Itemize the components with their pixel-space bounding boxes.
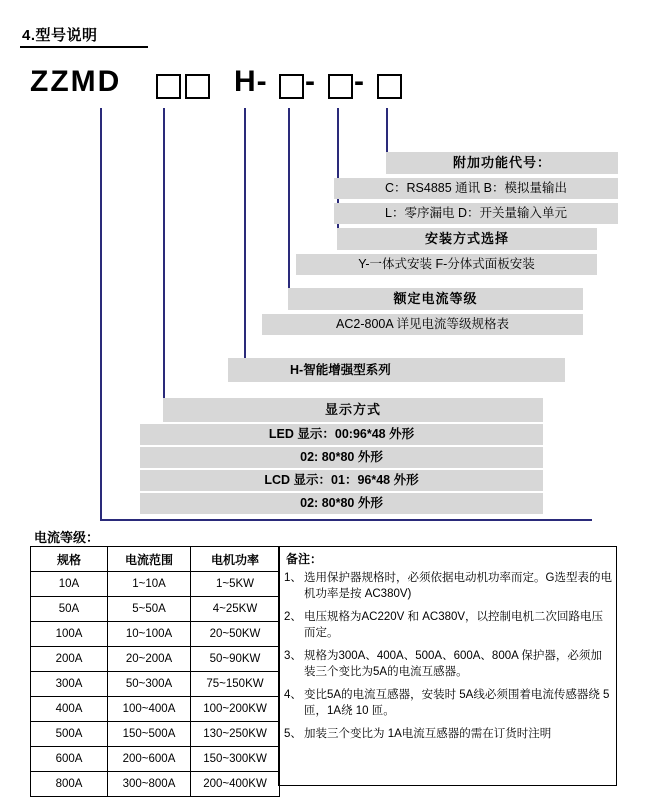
note-text: 规格为300A、400A、500A、600A、800A 保护器，必须加装三个变比为5A的电流互感器。 (304, 650, 602, 678)
cell-spec: 300A (31, 672, 108, 697)
leader-line-series (244, 108, 246, 364)
note-number: 5、 (284, 728, 302, 740)
callout-mounting-line-1: Y-一体式安装 F-分体式面板安装 (296, 254, 597, 275)
note-text: 变比5A的电流互感器，安装时 5A线必须围着电流传感器绕 5 匝，1A绕 10 匝。 (304, 689, 610, 717)
cell-spec: 10A (31, 572, 108, 597)
table-row (31, 672, 280, 697)
note-number: 4、 (284, 689, 302, 701)
table-header-row (31, 547, 280, 572)
notes-title: 备注： (286, 552, 323, 566)
table-row (31, 722, 280, 747)
table-row (31, 772, 280, 797)
callout-rated-current-line-1: AC2-800A 详见电流等级规格表 (262, 314, 583, 335)
cell-spec: 100A (31, 622, 108, 647)
cell-motor-power: 75~150KW (191, 672, 280, 697)
dash-1: - (305, 65, 315, 98)
code-box-4 (328, 74, 353, 99)
table-row (31, 747, 280, 772)
table-row (31, 647, 280, 672)
cell-motor-power: 1~5KW (191, 572, 280, 597)
note-text: 选用保护器规格时，必须依据电动机功率而定。G选型表的电机功率是按 AC380V) (304, 572, 612, 600)
callout-additional-function-header: 附加功能代号： (386, 152, 618, 174)
code-box-3 (279, 74, 304, 99)
table-row (31, 597, 280, 622)
table-row (31, 622, 280, 647)
cell-current-range: 300~800A (108, 772, 191, 797)
cell-motor-power: 100~200KW (191, 697, 280, 722)
cell-current-range: 1~10A (108, 572, 191, 597)
callout-display-line-2: 02: 80*80 外形 (140, 447, 543, 468)
callout-mounting-header: 安装方式选择 (337, 228, 597, 250)
cell-motor-power: 200~400KW (191, 772, 280, 797)
note-text: 电压规格为AC220V 和 AC380V，以控制电机二次回路电压而定。 (304, 611, 604, 639)
cell-motor-power: 130~250KW (191, 722, 280, 747)
leader-line-display (163, 108, 165, 404)
cell-motor-power: 4~25KW (191, 597, 280, 622)
model-code-row (30, 62, 460, 108)
section-title: 4.型号说明 (22, 27, 98, 44)
code-box-5 (377, 74, 402, 99)
table-row (31, 697, 280, 722)
model-code-prefix: ZZMD (30, 65, 122, 98)
table-header-spec: 规格 (31, 547, 108, 572)
cell-current-range: 150~500A (108, 722, 191, 747)
callout-rated-current-header: 额定电流等级 (288, 288, 583, 310)
cell-motor-power: 150~300KW (191, 747, 280, 772)
cell-spec: 600A (31, 747, 108, 772)
callout-display-line-3: LCD 显示：01：96*48 外形 (140, 470, 543, 491)
callout-additional-function-line-1: C：RS4885 通讯 B：模拟量输出 (334, 178, 618, 199)
note-number: 2、 (284, 611, 302, 623)
cell-motor-power: 50~90KW (191, 647, 280, 672)
model-code-suffix: H- (234, 65, 268, 98)
callout-series-header: H-智能增强型系列 (228, 358, 565, 382)
note-item (284, 570, 612, 602)
dash-2: - (354, 65, 364, 98)
cell-spec: 400A (31, 697, 108, 722)
cell-current-range: 20~200A (108, 647, 191, 672)
cell-spec: 500A (31, 722, 108, 747)
cell-current-range: 10~100A (108, 622, 191, 647)
callout-display-line-1: LED 显示：00:96*48 外形 (140, 424, 543, 445)
cell-current-range: 100~400A (108, 697, 191, 722)
code-box-2 (185, 74, 210, 99)
cell-spec: 800A (31, 772, 108, 797)
cell-motor-power: 20~50KW (191, 622, 280, 647)
callout-display-line-4: 02: 80*80 外形 (140, 493, 543, 514)
cell-spec: 200A (31, 647, 108, 672)
cell-current-range: 5~50A (108, 597, 191, 622)
current-grade-table (30, 546, 280, 797)
callout-display-header: 显示方式 (163, 398, 543, 422)
notes-list (284, 570, 612, 749)
note-item (284, 648, 612, 680)
current-grade-label: 电流等级： (34, 530, 100, 545)
code-box-1 (156, 74, 181, 99)
note-item (284, 609, 612, 641)
table-row (31, 572, 280, 597)
note-number: 1、 (284, 572, 302, 584)
cell-current-range: 200~600A (108, 747, 191, 772)
note-item (284, 726, 612, 742)
cell-spec: 50A (31, 597, 108, 622)
cell-current-range: 50~300A (108, 672, 191, 697)
note-item (284, 687, 612, 719)
table-header-current-range: 电流范围 (108, 547, 191, 572)
leader-line-current-grade-h (100, 519, 592, 521)
table-header-motor-power: 电机功率 (191, 547, 280, 572)
note-number: 3、 (284, 650, 302, 662)
leader-line-current-grade (100, 108, 102, 520)
callout-additional-function-line-2: L：零序漏电 D：开关量输入单元 (334, 203, 618, 224)
note-text: 加装三个变比为 1A电流互感器的需在订货时注明 (304, 728, 552, 740)
title-underline (20, 46, 148, 48)
leader-line-rated-current (288, 108, 290, 296)
